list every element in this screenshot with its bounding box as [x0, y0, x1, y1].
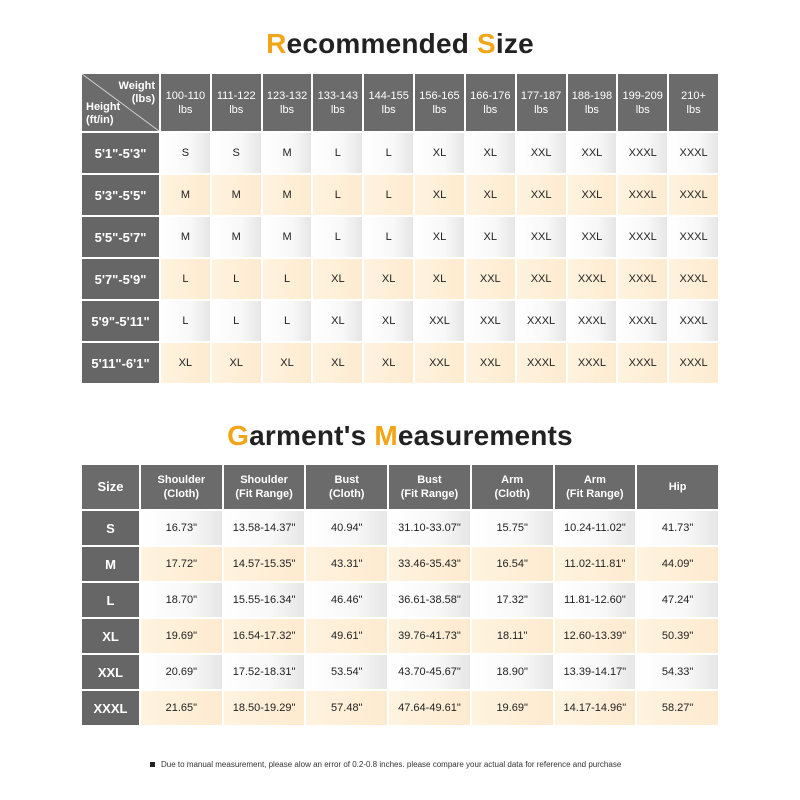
size-cell: XL	[263, 343, 312, 383]
measurement-cell: 19.69"	[472, 691, 553, 725]
weight-unit: lbs	[229, 103, 244, 116]
size-cell: M	[263, 133, 312, 173]
size-cell: L	[161, 301, 210, 341]
size-cell: XL	[466, 217, 515, 257]
weight-range: 177-187	[520, 89, 562, 102]
measurement-cell: 13.39-14.17"	[555, 655, 636, 689]
weight-header	[669, 74, 718, 131]
size-cell: M	[263, 217, 312, 257]
size-cell: XXL	[415, 301, 464, 341]
size-cell: XXXL	[618, 259, 667, 299]
weight-header	[415, 74, 464, 131]
size-cell: XL	[466, 133, 515, 173]
header-line: Arm	[583, 474, 606, 486]
header-line: Bust	[417, 474, 442, 486]
measurement-cell: 17.52-18.31"	[224, 655, 305, 689]
header-line: Hip	[668, 481, 687, 493]
header-line: (Fit Range)	[235, 488, 293, 500]
header-line: Arm	[501, 474, 524, 486]
weight-range: 100-110	[165, 89, 206, 102]
measurement-cell: 20.69"	[141, 655, 222, 689]
size-cell: XXL	[568, 133, 617, 173]
measurement-cell: 47.24"	[637, 583, 718, 617]
weight-header	[568, 74, 617, 131]
size-cell: L	[212, 301, 261, 341]
measurement-cell: 18.70"	[141, 583, 222, 617]
size-cell: L	[313, 175, 362, 215]
measurement-cell: 14.17-14.96"	[555, 691, 636, 725]
height-label: 5'11"-6'1"	[82, 343, 159, 383]
weight-header	[161, 74, 210, 131]
header-line: (Cloth)	[494, 488, 530, 500]
size-cell: XL	[415, 133, 464, 173]
table-row	[82, 619, 718, 653]
table-row	[82, 655, 718, 689]
measurement-cell: 11.02-11.81"	[555, 547, 636, 581]
size-cell: XXXL	[618, 175, 667, 215]
size-cell: M	[212, 175, 261, 215]
size-cell: XXXL	[618, 301, 667, 341]
measurement-cell: 49.61"	[306, 619, 387, 653]
size-cell: XXXL	[568, 259, 617, 299]
weight-header	[212, 74, 261, 131]
weight-header	[364, 74, 413, 131]
measurement-header	[224, 465, 305, 509]
size-cell: XXXL	[517, 343, 566, 383]
size-cell: S	[161, 133, 210, 173]
table-row	[82, 133, 718, 173]
size-cell: M	[161, 217, 210, 257]
measurement-cell: 15.75"	[472, 511, 553, 545]
measurement-cell: 19.69"	[141, 619, 222, 653]
weight-range: 144-155	[368, 89, 409, 102]
measurement-header	[306, 465, 387, 509]
size-cell: L	[313, 217, 362, 257]
table-row	[82, 691, 718, 725]
size-cell: XL	[313, 259, 362, 299]
measurement-cell: 47.64-49.61"	[389, 691, 470, 725]
size-cell: XXL	[415, 343, 464, 383]
measurement-header	[637, 465, 718, 509]
weight-range: 111-122	[216, 89, 256, 102]
measurement-cell: 31.10-33.07"	[389, 511, 470, 545]
header-line: (Cloth)	[329, 488, 365, 500]
weight-range: 166-176	[470, 89, 511, 102]
weight-unit: lbs	[280, 103, 295, 116]
table-row	[82, 301, 718, 341]
measurement-cell: 16.73"	[141, 511, 222, 545]
measurement-cell: 39.76-41.73"	[389, 619, 470, 653]
size-label: XXL	[82, 655, 139, 689]
size-cell: XL	[466, 175, 515, 215]
weight-header	[466, 74, 515, 131]
recommended-size-title: Recommended Size	[266, 28, 534, 59]
measurement-cell: 15.55-16.34"	[224, 583, 305, 617]
size-label: XXXL	[82, 691, 139, 725]
measurement-cell: 50.39"	[637, 619, 718, 653]
height-label: 5'1"-5'3"	[82, 133, 159, 173]
size-cell: XL	[313, 301, 362, 341]
corner-weight-unit: (lbs)	[131, 93, 155, 105]
size-cell: XXXL	[669, 175, 718, 215]
measurement-cell: 58.27"	[637, 691, 718, 725]
size-cell: L	[263, 301, 312, 341]
size-label: L	[82, 583, 139, 617]
corner-height: Height	[86, 101, 121, 113]
corner-height-unit: (ft/in)	[86, 114, 114, 126]
size-cell: XXL	[568, 217, 617, 257]
size-cell: XXXL	[669, 217, 718, 257]
height-label: 5'9"-5'11"	[82, 301, 159, 341]
measurement-cell: 16.54"	[472, 547, 553, 581]
height-label: 5'3"-5'5"	[82, 175, 159, 215]
size-cell: XXL	[466, 259, 515, 299]
weight-header	[313, 74, 362, 131]
height-label: 5'7"-5'9"	[82, 259, 159, 299]
size-cell: XL	[313, 343, 362, 383]
measurement-cell: 54.33"	[637, 655, 718, 689]
measurement-cell: 21.65"	[141, 691, 222, 725]
table-row	[82, 217, 718, 257]
weight-range: 133-143	[317, 89, 359, 102]
measurement-cell: 12.60-13.39"	[555, 619, 636, 653]
weight-range: 210+	[681, 89, 706, 102]
measurement-header	[141, 465, 222, 509]
size-label: XL	[82, 619, 139, 653]
size-cell: XXXL	[669, 133, 718, 173]
weight-unit: lbs	[432, 103, 447, 116]
measurement-cell: 44.09"	[637, 547, 718, 581]
size-cell: L	[263, 259, 312, 299]
size-cell: XL	[212, 343, 261, 383]
size-cell: S	[212, 133, 261, 173]
size-cell: L	[313, 133, 362, 173]
header-line: (Fit Range)	[400, 488, 459, 500]
garment-measurements-table	[80, 463, 720, 727]
size-cell: XXXL	[568, 343, 617, 383]
corner-weight: Weight	[118, 80, 155, 92]
footer-note: Due to manual measurement, please alow an error of 0.2-0.8 inches. please compare your actual data for reference and purchase	[150, 760, 621, 769]
weight-header	[263, 74, 312, 131]
bullet-square-icon	[150, 762, 155, 767]
size-cell: XXL	[517, 217, 566, 257]
measurement-cell: 13.58-14.37"	[224, 511, 305, 545]
measurement-cell: 33.46-35.43"	[389, 547, 470, 581]
weight-unit: lbs	[330, 103, 345, 116]
measurement-cell: 14.57-15.35"	[224, 547, 305, 581]
size-cell: XXXL	[669, 301, 718, 341]
size-cell: XXL	[466, 343, 515, 383]
height-label: 5'5"-5'7"	[82, 217, 159, 257]
measurement-header	[472, 465, 553, 509]
measurement-cell: 18.11"	[472, 619, 553, 653]
measurement-header	[82, 465, 139, 509]
weight-range: 156-165	[419, 89, 460, 102]
weight-header	[517, 74, 566, 131]
header-line: Bust	[334, 474, 359, 486]
weight-range: 188-198	[571, 89, 613, 102]
measurement-cell: 18.50-19.29"	[224, 691, 305, 725]
garment-measurements-title: Garment's Measurements	[227, 420, 573, 451]
header-line: (Cloth)	[163, 488, 200, 500]
measurement-cell: 43.70-45.67"	[389, 655, 470, 689]
weight-unit: lbs	[635, 103, 650, 116]
table-row	[82, 583, 718, 617]
size-cell: XXXL	[618, 343, 667, 383]
size-label: M	[82, 547, 139, 581]
size-cell: L	[212, 259, 261, 299]
table-row	[82, 547, 718, 581]
measurement-cell: 10.24-11.02"	[555, 511, 636, 545]
size-cell: XXXL	[618, 217, 667, 257]
size-cell: XL	[364, 301, 413, 341]
weight-unit: lbs	[584, 103, 599, 116]
size-cell: XL	[415, 175, 464, 215]
measurement-cell: 57.48"	[306, 691, 387, 725]
measurement-cell: 11.81-12.60"	[555, 583, 636, 617]
table-row	[82, 343, 718, 383]
weight-unit: lbs	[483, 103, 498, 116]
size-cell: L	[161, 259, 210, 299]
measurement-cell: 40.94"	[306, 511, 387, 545]
size-cell: XXXL	[669, 343, 718, 383]
size-cell: XL	[364, 343, 413, 383]
size-cell: XXXL	[669, 259, 718, 299]
size-cell: XL	[161, 343, 210, 383]
measurement-cell: 36.61-38.58"	[389, 583, 470, 617]
size-cell: XXL	[466, 301, 515, 341]
header-line: (Fit Range)	[566, 488, 624, 500]
size-cell: M	[161, 175, 210, 215]
weight-unit: lbs	[534, 103, 549, 116]
size-cell: XL	[415, 259, 464, 299]
weight-unit: lbs	[686, 103, 701, 116]
table-row	[82, 259, 718, 299]
header-line: Size	[97, 479, 124, 494]
measurement-cell: 53.54"	[306, 655, 387, 689]
measurement-cell: 41.73"	[637, 511, 718, 545]
size-cell: M	[263, 175, 312, 215]
size-cell: XXXL	[568, 301, 617, 341]
corner-header	[82, 74, 159, 131]
size-cell: XL	[364, 259, 413, 299]
size-cell: XL	[415, 217, 464, 257]
header-line: Shoulder	[157, 474, 206, 486]
size-cell: L	[364, 175, 413, 215]
measurement-cell: 43.31"	[306, 547, 387, 581]
weight-range: 199-209	[622, 89, 663, 102]
header-line: Shoulder	[240, 474, 288, 486]
weight-range: 123-132	[266, 89, 308, 102]
weight-header	[618, 74, 667, 131]
size-cell: XXXL	[618, 133, 667, 173]
size-cell: L	[364, 217, 413, 257]
size-cell: XXXL	[517, 301, 566, 341]
measurement-cell: 18.90"	[472, 655, 553, 689]
size-cell: XXL	[517, 175, 566, 215]
measurement-cell: 17.72"	[141, 547, 222, 581]
table-row	[82, 511, 718, 545]
size-cell: XXL	[568, 175, 617, 215]
weight-unit: lbs	[381, 103, 396, 116]
recommended-size-table	[80, 72, 720, 385]
measurement-header	[555, 465, 636, 509]
size-cell: XXL	[517, 133, 566, 173]
size-label: S	[82, 511, 139, 545]
size-cell: XXL	[517, 259, 566, 299]
measurement-cell: 16.54-17.32"	[224, 619, 305, 653]
measurement-cell: 46.46"	[306, 583, 387, 617]
weight-unit: lbs	[178, 103, 193, 116]
measurement-header	[389, 465, 470, 509]
size-cell: M	[212, 217, 261, 257]
size-cell: L	[364, 133, 413, 173]
measurement-cell: 17.32"	[472, 583, 553, 617]
table-row	[82, 175, 718, 215]
